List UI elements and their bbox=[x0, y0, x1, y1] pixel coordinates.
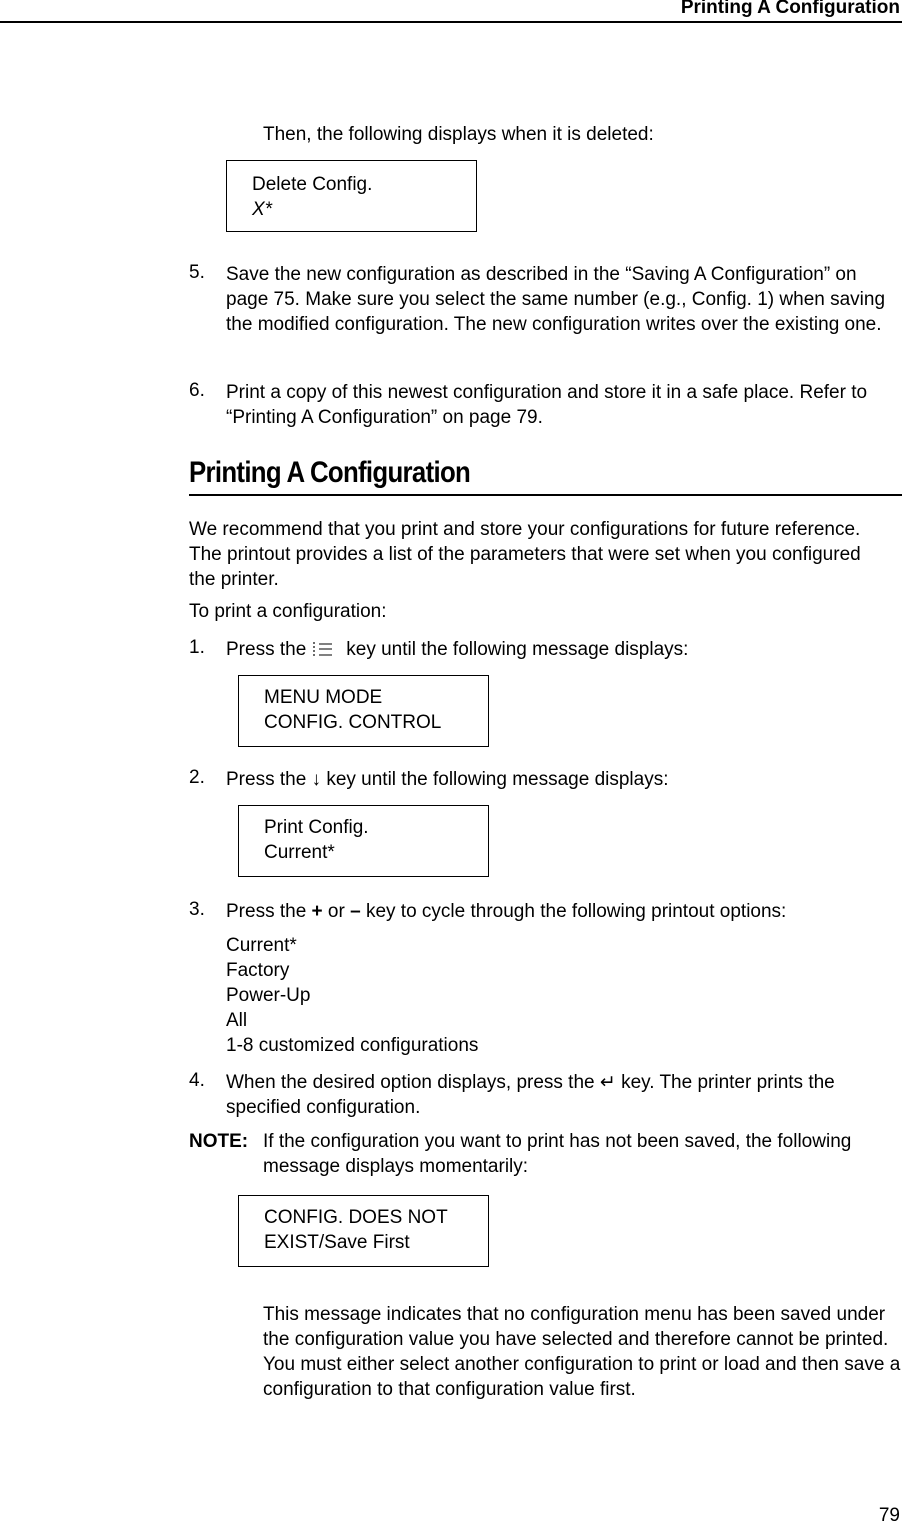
step-text-mid: or bbox=[322, 901, 351, 922]
step-number: 6. bbox=[189, 380, 205, 401]
step-text-before: Press the bbox=[226, 639, 307, 660]
section-paragraph-2: To print a configuration: bbox=[189, 601, 387, 622]
display-delete-config bbox=[226, 160, 477, 232]
display-config-not-exist bbox=[238, 1195, 489, 1267]
step-text: When the desired option displays, press the ↵ key. The printer prints the specified configuration. bbox=[226, 1072, 835, 1118]
step-number: 3. bbox=[189, 899, 205, 920]
step-text-after: key to cycle through the following printout options: bbox=[360, 901, 787, 922]
page-number: 79 bbox=[878, 1505, 900, 1526]
step-text bbox=[226, 637, 902, 662]
plus-key-label: + bbox=[311, 901, 323, 922]
closing-paragraph: This message indicates that no configuration menu has been saved under the configuration value you have selected and therefore cannot be printed. You must either select another configuration to print or load and then save a configuration to that configuration value first. bbox=[263, 1304, 901, 1400]
step-number: 4. bbox=[189, 1070, 205, 1091]
step-text-after: key until the following message displays: bbox=[346, 639, 689, 660]
step-text: Print a copy of this newest configuration and store it in a safe place. Refer to “Printing A Configuration” on page 79. bbox=[226, 382, 868, 428]
display-line-2: X* bbox=[252, 199, 273, 220]
step-number: 2. bbox=[189, 767, 205, 788]
display-print-config bbox=[238, 805, 489, 877]
section-rule bbox=[189, 494, 902, 496]
option-item: Factory bbox=[226, 960, 290, 981]
option-item: All bbox=[226, 1010, 248, 1031]
step-text bbox=[226, 899, 902, 924]
display-line-1: CONFIG. DOES NOT bbox=[264, 1207, 448, 1228]
display-line-1: Delete Config. bbox=[252, 174, 373, 195]
step-text: Press the ↓ key until the following message displays: bbox=[226, 769, 669, 790]
minus-key-label: – bbox=[350, 901, 361, 922]
display-menu-mode bbox=[238, 675, 489, 747]
note-label: NOTE: bbox=[189, 1131, 249, 1152]
display-line-1: Print Config. bbox=[264, 817, 369, 838]
note-text: If the configuration you want to print has not been saved, the following message displays momentarily: bbox=[263, 1131, 852, 1177]
display-line-2: CONFIG. CONTROL bbox=[264, 712, 442, 733]
header-rule bbox=[0, 21, 902, 23]
section-paragraph: We recommend that you print and store your configurations for future reference. The printout provides a list of the parameters that were set when you configured the printer. bbox=[189, 519, 861, 590]
step-number: 5. bbox=[189, 262, 205, 283]
option-item: Current* bbox=[226, 935, 297, 956]
step-text: Save the new configuration as described in the “Saving A Configuration” on page 75. Make sure you select the same number (e.g., Config. 1) when saving the modified configuration. The new configuration writes over the existing one. bbox=[226, 264, 886, 335]
intro-text: Then, the following displays when it is deleted: bbox=[263, 124, 654, 145]
step-text-before: Press the bbox=[226, 901, 312, 922]
display-line-2: Current* bbox=[264, 842, 335, 863]
running-header-title: Printing A Configuration bbox=[680, 0, 900, 18]
display-line-1: MENU MODE bbox=[264, 687, 383, 708]
option-item: 1-8 customized configurations bbox=[226, 1035, 479, 1056]
option-item: Power-Up bbox=[226, 985, 311, 1006]
step-number: 1. bbox=[189, 637, 205, 658]
display-line-2: EXIST/Save First bbox=[264, 1232, 410, 1253]
printout-options-list bbox=[226, 933, 478, 1058]
section-title: Printing A Configuration bbox=[189, 456, 471, 489]
menu-key-icon bbox=[312, 641, 340, 657]
